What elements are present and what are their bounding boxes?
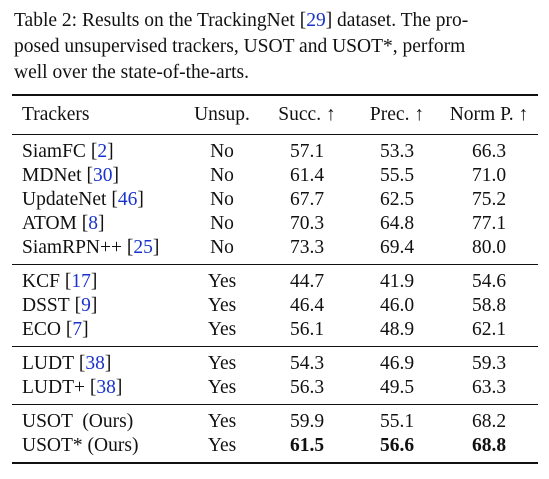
table-row xyxy=(12,352,538,376)
tracker-name: LUDT xyxy=(22,353,74,374)
unsup-cell: Yes xyxy=(207,411,237,432)
results-table xyxy=(12,94,538,464)
succ-cell: 70.3 xyxy=(289,213,325,234)
tracker-cell xyxy=(12,213,184,235)
norm-cell: 63.3 xyxy=(471,377,507,398)
citation-bracket: ] xyxy=(152,237,160,258)
prec-cell: 48.9 xyxy=(379,319,415,340)
citation-link[interactable]: 38 xyxy=(96,377,116,398)
caption-line-2: posed unsupervised trackers, USOT and USOT*, perform xyxy=(14,36,466,57)
succ-cell: 57.1 xyxy=(289,141,325,162)
citation-bracket: [ xyxy=(106,189,118,210)
norm-cell: 59.3 xyxy=(471,353,507,374)
tracker-name: USOT* (Ours) xyxy=(22,435,139,456)
unsup-cell: Yes xyxy=(207,435,237,456)
header-trackers: Trackers xyxy=(22,104,90,125)
norm-cell: 66.3 xyxy=(471,141,507,162)
unsup-cell: Yes xyxy=(207,271,237,292)
citation-bracket: [ xyxy=(81,165,93,186)
table-row xyxy=(12,236,538,260)
citation-link[interactable]: 2 xyxy=(97,141,108,162)
citation-bracket: ] xyxy=(112,165,119,186)
succ-cell: 67.7 xyxy=(289,189,325,210)
table-row xyxy=(12,188,538,212)
norm-cell: 80.0 xyxy=(471,237,507,258)
tracker-name: MDNet xyxy=(22,165,82,186)
header-row xyxy=(12,96,538,134)
citation-bracket: [ xyxy=(85,377,97,398)
tracker-cell xyxy=(12,353,184,375)
table-row xyxy=(12,376,538,400)
unsup-cell: Yes xyxy=(207,353,237,374)
prec-cell: 41.9 xyxy=(379,271,415,292)
citation-bracket: [ xyxy=(76,213,89,234)
prec-cell: 55.5 xyxy=(379,165,415,186)
succ-cell: 54.3 xyxy=(289,353,325,374)
caption-line-1 xyxy=(14,8,536,34)
header-norm: Norm P. ↑ xyxy=(449,104,529,125)
caption-text: Table 2: Results on the TrackingNet [ xyxy=(14,10,307,31)
unsup-cell: No xyxy=(210,213,234,234)
table-row xyxy=(12,212,538,236)
citation-link[interactable]: 29 xyxy=(306,10,326,31)
citation-bracket: [ xyxy=(61,319,73,340)
succ-cell: 73.3 xyxy=(289,237,325,258)
table-row xyxy=(12,434,538,458)
norm-cell: 77.1 xyxy=(471,213,507,234)
tracker-cell xyxy=(12,295,184,317)
tracker-name: UpdateNet xyxy=(22,189,107,210)
succ-cell: 61.4 xyxy=(289,165,325,186)
tracker-name: SiamFC xyxy=(22,141,86,162)
tracker-name: SiamRPN++ xyxy=(22,237,123,258)
citation-link[interactable]: 17 xyxy=(71,271,91,292)
table-body xyxy=(12,135,538,464)
tracker-cell xyxy=(12,141,184,163)
citation-bracket: ] xyxy=(82,319,89,340)
norm-cell: 54.6 xyxy=(471,271,507,292)
succ-cell: 61.5 xyxy=(289,435,325,456)
tracker-name: ATOM xyxy=(22,213,77,234)
unsup-cell: No xyxy=(210,189,234,210)
citation-bracket: ] xyxy=(107,141,114,162)
tracker-cell xyxy=(12,237,184,259)
table-row xyxy=(12,270,538,294)
citation-link[interactable]: 25 xyxy=(133,237,153,258)
succ-cell: 56.1 xyxy=(289,319,325,340)
succ-cell: 44.7 xyxy=(289,271,325,292)
unsup-cell: No xyxy=(210,141,234,162)
succ-cell: 56.3 xyxy=(289,377,325,398)
citation-link[interactable]: 46 xyxy=(117,189,138,210)
citation-bracket: ] xyxy=(137,189,144,210)
tracker-cell xyxy=(12,319,184,341)
header-succ: Succ. ↑ xyxy=(278,104,336,125)
tracker-name: KCF xyxy=(22,271,60,292)
citation-link[interactable]: 30 xyxy=(92,165,113,186)
citation-bracket: ] xyxy=(90,295,98,316)
citation-bracket: ] xyxy=(104,353,112,374)
norm-cell: 71.0 xyxy=(471,165,507,186)
tracker-cell xyxy=(12,411,184,433)
norm-cell: 62.1 xyxy=(471,319,507,340)
citation-bracket: ] xyxy=(98,213,105,234)
citation-bracket: [ xyxy=(85,141,98,162)
citation-link[interactable]: 38 xyxy=(85,353,105,374)
prec-cell: 64.8 xyxy=(379,213,415,234)
caption-line-3: well over the state-of-the-arts. xyxy=(14,62,249,83)
prec-cell: 46.0 xyxy=(379,295,415,316)
tracker-name: LUDT+ xyxy=(22,377,85,398)
prec-cell: 46.9 xyxy=(379,353,415,374)
norm-cell: 68.8 xyxy=(471,435,507,456)
prec-cell: 55.1 xyxy=(379,411,415,432)
norm-cell: 75.2 xyxy=(471,189,507,210)
tracker-name: USOT (Ours) xyxy=(22,411,134,432)
header-unsup: Unsup. xyxy=(194,104,250,125)
unsup-cell: No xyxy=(210,165,234,186)
prec-cell: 49.5 xyxy=(379,377,415,398)
citation-bracket: [ xyxy=(74,353,86,374)
prec-cell: 62.5 xyxy=(379,189,415,210)
table-row xyxy=(12,140,538,164)
tracker-cell xyxy=(12,165,184,187)
prec-cell: 53.3 xyxy=(379,141,415,162)
citation-bracket: [ xyxy=(59,271,72,292)
table-row xyxy=(12,318,538,342)
tracker-name: DSST xyxy=(22,295,70,316)
tracker-cell xyxy=(12,377,184,399)
header-prec: Prec. ↑ xyxy=(369,104,425,125)
succ-cell: 46.4 xyxy=(289,295,325,316)
unsup-cell: No xyxy=(210,237,234,258)
table-row xyxy=(12,410,538,434)
citation-bracket: [ xyxy=(69,295,82,316)
tracker-name: ECO xyxy=(22,319,61,340)
norm-cell: 58.8 xyxy=(471,295,507,316)
citation-link[interactable]: 9 xyxy=(81,295,91,316)
caption-text: ] dataset. The pro- xyxy=(325,10,469,31)
tracker-cell xyxy=(12,189,184,211)
succ-cell: 59.9 xyxy=(289,411,325,432)
prec-cell: 69.4 xyxy=(379,237,415,258)
table-row xyxy=(12,294,538,318)
bottom-rule xyxy=(12,462,538,464)
citation-bracket: [ xyxy=(122,237,134,258)
table-row xyxy=(12,164,538,188)
citation-link[interactable]: 8 xyxy=(88,213,99,234)
table-caption xyxy=(14,8,536,86)
tracker-cell xyxy=(12,435,184,457)
tracker-cell xyxy=(12,271,184,293)
citation-bracket: ] xyxy=(90,271,98,292)
prec-cell: 56.6 xyxy=(379,435,415,456)
unsup-cell: Yes xyxy=(207,319,237,340)
unsup-cell: Yes xyxy=(207,295,237,316)
norm-cell: 68.2 xyxy=(471,411,507,432)
unsup-cell: Yes xyxy=(207,377,237,398)
citation-link[interactable]: 7 xyxy=(72,319,83,340)
citation-bracket: ] xyxy=(115,377,123,398)
